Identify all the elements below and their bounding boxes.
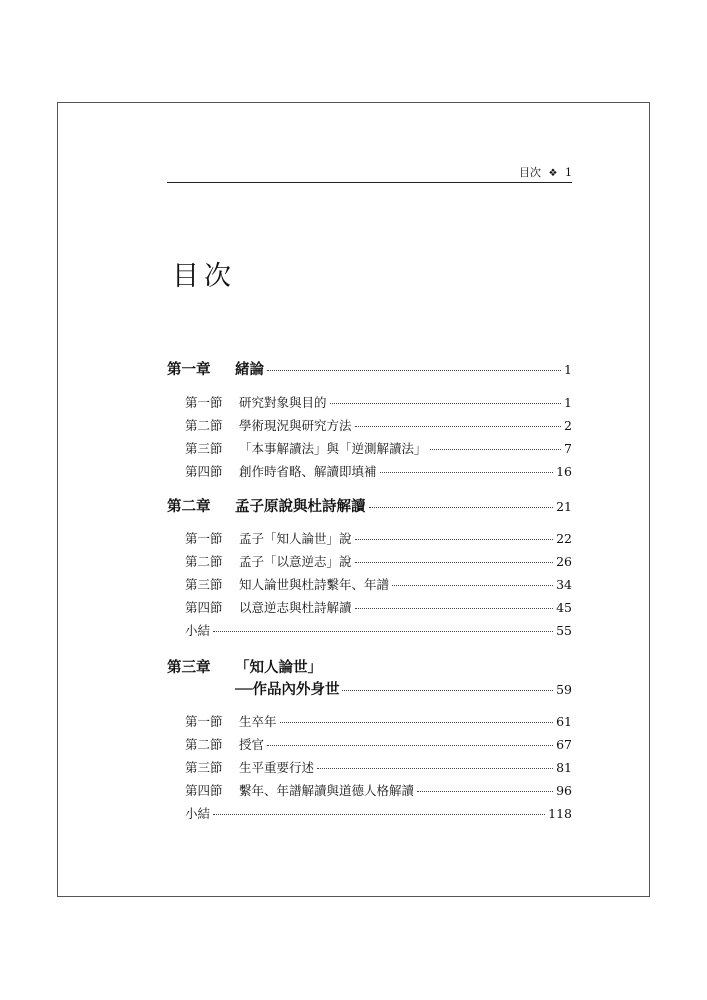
dot-leader	[430, 448, 562, 450]
section-number: 第四節	[185, 783, 223, 798]
toc-section[interactable]	[167, 393, 572, 413]
dot-leader	[355, 607, 554, 609]
toc-chapter-3[interactable]	[167, 656, 572, 676]
section-page: 45	[556, 600, 572, 615]
toc-section[interactable]	[167, 758, 572, 778]
toc-section[interactable]	[167, 416, 572, 436]
section-page: 61	[556, 714, 572, 729]
section-number: 第四節	[185, 464, 223, 479]
section-page: 22	[556, 531, 572, 546]
toc-section[interactable]	[167, 552, 572, 572]
running-head	[167, 166, 572, 182]
dot-leader	[342, 689, 553, 691]
toc-section[interactable]	[167, 462, 572, 482]
section-title: 知人論世與杜詩繫年、年譜	[239, 577, 390, 592]
running-title: 目次	[519, 166, 542, 179]
dot-leader	[369, 506, 554, 508]
chapter-number: 第二章	[167, 498, 211, 515]
section-number: 第三節	[185, 441, 223, 456]
dot-leader	[317, 767, 553, 769]
summary-title: 小結	[185, 623, 211, 638]
section-title: 繫年、年譜解讀與道德人格解讀	[239, 783, 415, 798]
dot-leader	[267, 369, 561, 371]
section-number: 第一節	[185, 714, 223, 729]
toc-section[interactable]	[167, 529, 572, 549]
section-page: 67	[556, 737, 572, 752]
section-title: 創作時省略、解讀即填補	[239, 464, 377, 479]
dot-leader	[280, 721, 554, 723]
section-title: 授官	[239, 737, 265, 752]
toc-section[interactable]	[167, 575, 572, 595]
dot-leader	[213, 813, 545, 815]
section-title: 研究對象與目的	[239, 395, 327, 410]
section-title: 以意逆志與杜詩解讀	[239, 600, 352, 615]
section-page: 2	[564, 418, 572, 433]
page-title: 目次	[172, 261, 236, 292]
chapter-title: 孟子原說與杜詩解讀	[235, 498, 366, 515]
dot-leader	[355, 538, 554, 540]
section-number: 第三節	[185, 760, 223, 775]
section-page: 34	[556, 577, 572, 592]
summary-page: 55	[556, 623, 572, 638]
section-title: 「本事解讀法」與「逆測解讀法」	[239, 441, 427, 456]
summary-title: 小結	[185, 806, 211, 821]
toc-section[interactable]	[167, 439, 572, 459]
section-number: 第四節	[185, 600, 223, 615]
section-page: 1	[564, 395, 572, 410]
toc-chapter-1[interactable]	[167, 358, 572, 378]
dot-leader	[213, 630, 553, 632]
summary-page: 118	[548, 806, 572, 821]
section-number: 第一節	[185, 395, 223, 410]
dot-leader	[392, 584, 553, 586]
section-number: 第二節	[185, 737, 223, 752]
section-number: 第二節	[185, 554, 223, 569]
section-page: 16	[556, 464, 572, 479]
dot-leader	[380, 471, 554, 473]
section-page: 96	[556, 783, 572, 798]
toc-summary[interactable]	[167, 621, 572, 641]
section-title: 孟子「以意逆志」說	[239, 554, 352, 569]
page-number: 1	[565, 166, 572, 179]
section-page: 81	[556, 760, 572, 775]
chapter-number: 第三章	[167, 659, 211, 676]
toc-section[interactable]	[167, 712, 572, 732]
dot-leader	[355, 561, 554, 563]
section-title: 生卒年	[239, 714, 277, 729]
section-number: 第一節	[185, 531, 223, 546]
chapter-page: 21	[556, 499, 572, 514]
section-title: 孟子「知人論世」說	[239, 531, 352, 546]
dot-leader	[330, 402, 562, 404]
toc-chapter-3-subtitle[interactable]	[235, 678, 572, 698]
chapter-title: 「知人論世」	[235, 659, 322, 676]
section-page: 26	[556, 554, 572, 569]
chapter-page: 59	[556, 682, 572, 697]
chapter-page: 1	[564, 362, 572, 377]
section-number: 第三節	[185, 577, 223, 592]
chapter-title: 緒論	[235, 361, 264, 378]
toc-chapter-2[interactable]	[167, 495, 572, 515]
toc-section[interactable]	[167, 781, 572, 801]
dot-leader	[355, 425, 562, 427]
toc-section[interactable]	[167, 598, 572, 618]
section-page: 7	[564, 441, 572, 456]
dot-leader	[417, 790, 553, 792]
header-rule	[167, 182, 572, 183]
chapter-number: 第一章	[167, 361, 211, 378]
section-title: 學術現況與研究方法	[239, 418, 352, 433]
dot-leader	[267, 744, 553, 746]
section-title: 生平重要行述	[239, 760, 315, 775]
chapter-subtitle: ──作品內外身世	[235, 681, 340, 698]
toc-section[interactable]	[167, 735, 572, 755]
ornament-icon: ❖	[548, 168, 558, 179]
section-number: 第二節	[185, 418, 223, 433]
toc-summary[interactable]	[167, 804, 572, 824]
